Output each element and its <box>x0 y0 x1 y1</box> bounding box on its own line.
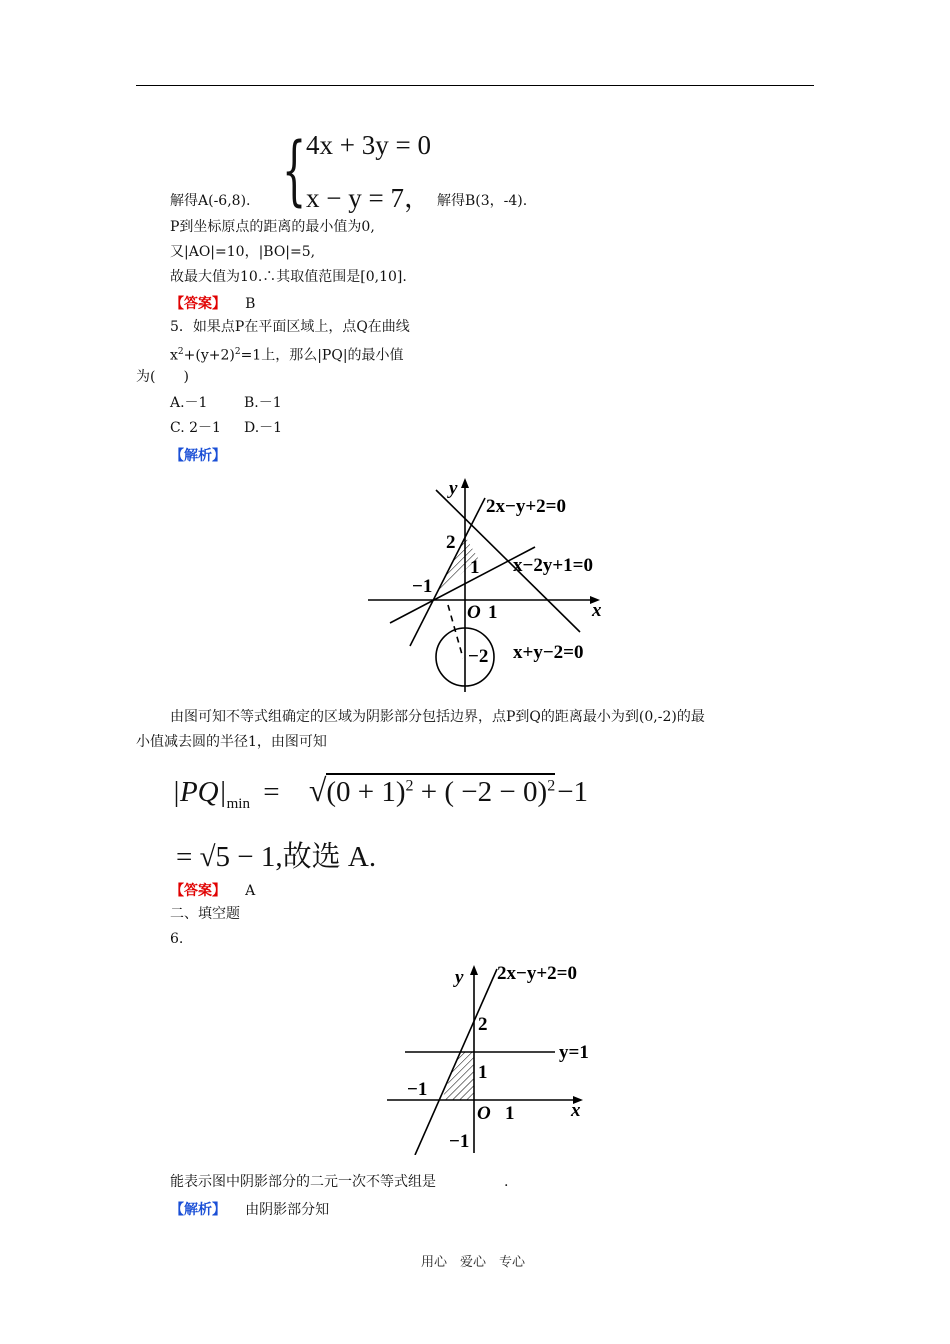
option-d: D.－1 <box>244 420 283 436</box>
answer-tag: 【答案】 <box>170 883 226 899</box>
answer-row-5 <box>170 880 255 900</box>
option-b: B.－1 <box>244 395 282 411</box>
option-c: C. 2－1 <box>170 420 221 436</box>
explanation-line2: 小值减去圆的半径1，由图可知 <box>136 734 327 750</box>
fig1-line1-label: 2x−y+2=0 <box>486 496 566 517</box>
fig2-origin: O <box>477 1103 491 1124</box>
fig1-tick-neg1: −1 <box>412 576 433 597</box>
fig2-y-label: y <box>455 967 464 988</box>
distance-line: 又|AO|=10，|BO|=5, <box>170 244 316 260</box>
formula-2: = √5 − 1,故选 A. <box>176 841 377 873</box>
fig1-line2-label: x−2y+1=0 <box>513 555 593 576</box>
equation-1: 4x + 3y = 0 <box>306 130 431 160</box>
formula-1: $|PQ|_{min} = √(0 + 1)^2$ + ( −2 − 0)$^2$−1 <box>172 772 589 812</box>
min-distance-line: P到坐标原点的距离的最小值为0, <box>170 219 375 235</box>
fig2-x-label: x <box>571 1100 581 1121</box>
fig2-tick-neg1y: −1 <box>449 1131 470 1152</box>
analysis-tag-6: 【解析】 <box>170 1202 226 1218</box>
fig1-x-label: x <box>592 600 602 621</box>
fig2-line1-label: 2x−y+2=0 <box>497 963 577 984</box>
fig1-line3-label: x+y−2=0 <box>513 642 584 663</box>
fig2-tick-1x: 1 <box>505 1103 515 1124</box>
answer-value: B <box>245 296 256 312</box>
header-rule <box>136 85 814 86</box>
answer-tag: 【答案】 <box>170 296 226 312</box>
figure-shaded-trapezoid <box>385 955 615 1155</box>
answer-value: A <box>245 883 256 899</box>
question-5-line2: $x^2+(y+2)^2=1$上，那么|PQ|的最小值 <box>170 347 404 364</box>
option-a: A.－1 <box>170 395 208 411</box>
section-heading: 二、填空题 <box>170 906 240 922</box>
fig2-tick-1y: 1 <box>478 1062 488 1083</box>
solution-b: 解得B(3，-4). <box>437 193 528 209</box>
question-5-line3: 为( ) <box>136 369 189 385</box>
fig2-tick-neg1x: −1 <box>407 1079 428 1100</box>
fig1-y-label: y <box>449 478 458 499</box>
analysis-text-6: 由阴影部分知 <box>245 1202 330 1218</box>
fig1-origin: O <box>467 602 481 623</box>
fig2-line2-label: y=1 <box>559 1042 589 1063</box>
fig1-tick-neg2: −2 <box>468 646 489 667</box>
range-line: 故最大值为10.∴其取值范围是[0,10]. <box>170 269 407 285</box>
figure-feasible-region-circle <box>360 470 630 695</box>
analysis-tag-5: 【解析】 <box>170 448 226 464</box>
analysis-row-6 <box>170 1199 329 1219</box>
answer-row-4 <box>170 293 255 313</box>
question-6-number: 6. <box>170 931 184 947</box>
system-brace: { <box>282 125 307 214</box>
fig2-tick-2: 2 <box>478 1014 488 1035</box>
solution-a: 解得A(-6,8). <box>170 193 251 209</box>
fig1-tick-2: 2 <box>446 532 456 553</box>
question-5-line1: 5．如果点P在平面区域上，点Q在曲线 <box>170 319 410 335</box>
fig1-tick-1-inner: 1 <box>470 557 480 578</box>
equation-2: x − y = 7， <box>306 183 431 213</box>
question-6-text: 能表示图中阴影部分的二元一次不等式组是 . <box>170 1174 509 1190</box>
fig1-tick-1: 1 <box>488 602 498 623</box>
page-footer: 用心 爱心 专心 <box>421 1255 526 1270</box>
explanation-line1: 由图可知不等式组确定的区域为阴影部分包括边界，点P到Q的距离最小为到(0,-2)的最 <box>170 709 705 725</box>
